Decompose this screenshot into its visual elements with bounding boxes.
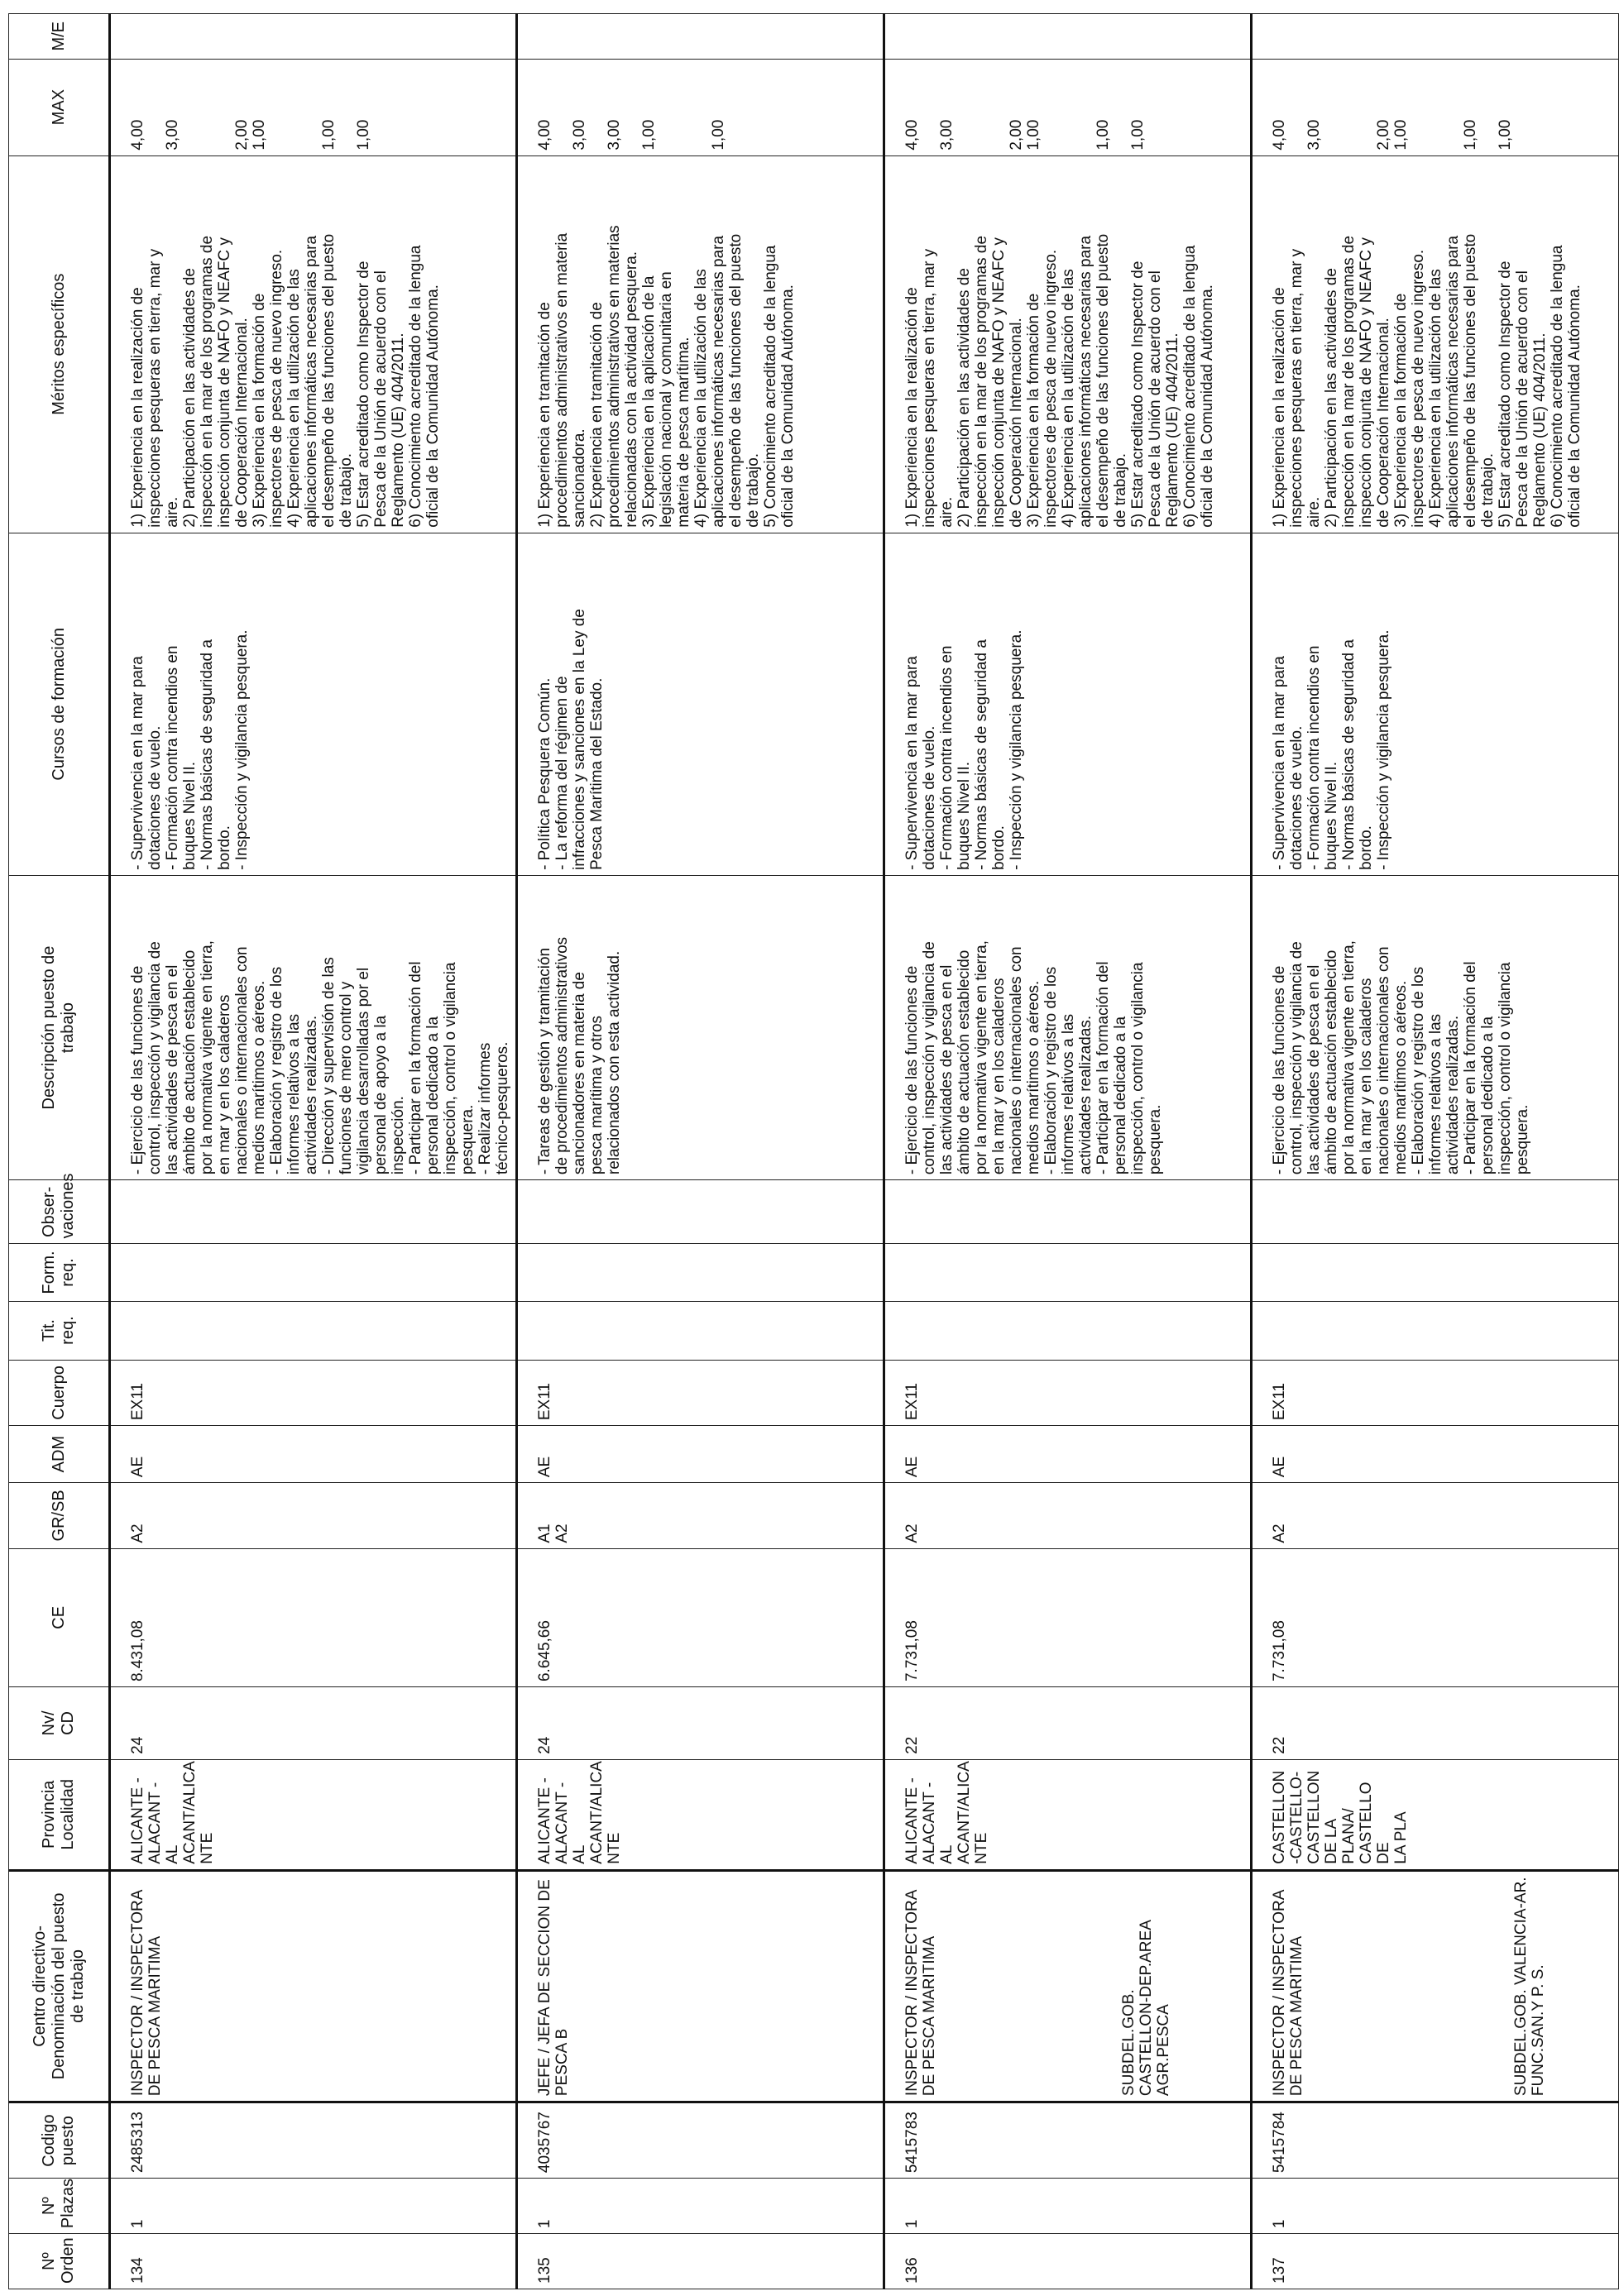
cell-adm: AE [517, 1426, 884, 1483]
cell-grsb: A2 [1252, 1483, 1619, 1548]
cell-titreq [517, 1301, 884, 1360]
cell-adm: AE [884, 1426, 1252, 1483]
cell-centro [110, 1870, 517, 2102]
col-header-nivcd: Nv/ CD [9, 1687, 110, 1760]
cell-formreq [517, 1244, 884, 1301]
col-header-descripcion: Descripción puesto de trabajo [9, 875, 110, 1179]
cell-me [884, 14, 1252, 60]
cell-max: 4,00 3,00 2,00 1,00 1,00 1,00 [884, 59, 1252, 155]
cell-observaciones [884, 1180, 1252, 1244]
cell-cuerpo: EX11 [1252, 1360, 1619, 1425]
cell-codigo: 4035767 [517, 2102, 884, 2179]
cell-max: 4,00 3,00 3,00 1,00 1,00 [517, 59, 884, 155]
cell-grsb: A1 A2 [517, 1483, 884, 1548]
col-header-meritos: Méritos específicos [9, 155, 110, 533]
col-header-max: MAX [9, 59, 110, 155]
cell-descripcion: - Tareas de gestión y tramitación de procedimientos administrativos sancionadores en materia de pesca marítima y otros relacionados con esta actividad. [517, 875, 884, 1179]
cell-ce: 8.431,08 [110, 1548, 517, 1686]
cell-cuerpo: EX11 [110, 1360, 517, 1425]
cell-me [517, 14, 884, 60]
cell-meritos: 1) Experiencia en tramitación de procedimientos administrativos en materia sancionadora. 2) Experiencia en tramitación de procedimientos administrativos en materias relacionadas con la actividad pesquera. 3) Experiencia en la aplicación de la legislación nacional y comunitaria en materia de pesca marítima. 4) Experiencia en la utilización de las aplicaciones informáticas necesarias para el desempeño de las funciones del puesto de trabajo. 5) Conocimiento acreditado de la lengua oficial de la Comunidad Autónoma. [517, 155, 884, 533]
centro-denominacion: INSPECTOR / INSPECTORA DE PESCA MARITIMA [1271, 1889, 1305, 2097]
cell-nivcd: 22 [1252, 1687, 1619, 1760]
col-header-grsb: GR/SB [9, 1483, 110, 1548]
col-header-adm: ADM [9, 1426, 110, 1483]
col-header-formreq: Form. req. [9, 1244, 110, 1301]
cell-formreq [884, 1244, 1252, 1301]
cell-descripcion: - Ejercicio de las funciones de control, inspección y vigilancia de las actividades de pesca en el ámbito de actuación establecido por la normativa vigente en tierra, en la mar y en los caladeros nacionales o internacionales con medios marítimos o aéreos. - Elaboración y registro de los informes relativos a las actividades realizadas. - Participar en la formación del personal dedicado a la inspección, control o vigilancia pesquera. [884, 875, 1252, 1179]
cell-observaciones [110, 1180, 517, 1244]
cell-ce: 7.731,08 [884, 1548, 1252, 1686]
col-header-codigo: Codigo puesto [9, 2102, 110, 2179]
col-header-cuerpo: Cuerpo [9, 1360, 110, 1425]
cell-orden: 135 [517, 2234, 884, 2289]
centro-subdelegacion: SUBDEL.GOB. CASTELLON-DEP.AREA AGR.PESCA [1120, 1920, 1172, 2097]
centro-denominacion: INSPECTOR / INSPECTORA DE PESCA MARITIMA [903, 1889, 938, 2097]
cell-orden: 134 [110, 2234, 517, 2289]
cell-descripcion: - Ejercicio de las funciones de control, inspección y vigilancia de las actividades de pesca en el ámbito de actuación establecido por la normativa vigente en tierra, en la mar y en los caladeros nacionales o internacionales con medios marítimos o aéreos. - Elaboración y registro de los informes relativos a las actividades realizadas. - Participar en la formación del personal dedicado a la inspección, control o vigilancia pesquera. [1252, 875, 1619, 1179]
cell-meritos: 1) Experiencia en la realización de inspecciones pesqueras en tierra, mar y aire. 2) Participación en las actividades de inspección en la mar de los programas de inspección conjunta de NAFO y NEAFC y de Cooperación Internacional. 3) Experiencia en la formación de inspectores de pesca de nuevo ingreso. 4) Experiencia en la utilización de las aplicaciones informáticas necesarias para el desempeño de las funciones del puesto de trabajo. 5) Estar acreditado como Inspector de Pesca de la Unión de acuerdo con el Reglamento (UE) 404/2011. 6) Conocimiento acreditado de la lengua oficial de la Comunidad Autónoma. [1252, 155, 1619, 533]
col-header-observaciones: Obser- vaciones [9, 1180, 110, 1244]
cell-ce: 7.731,08 [1252, 1548, 1619, 1686]
cell-adm: AE [110, 1426, 517, 1483]
cell-ce: 6.645,66 [517, 1548, 884, 1686]
cell-meritos: 1) Experiencia en la realización de inspecciones pesqueras en tierra, mar y aire. 2) Participación en las actividades de inspección en la mar de los programas de inspección conjunta de NAFO y NEAFC y de Cooperación Internacional. 3) Experiencia en la formación de inspectores de pesca de nuevo ingreso. 4) Experiencia en la utilización de las aplicaciones informáticas necesarias para el desempeño de las funciones del puesto de trabajo. 5) Estar acreditado como Inspector de Pesca de la Unión de acuerdo con el Reglamento (UE) 404/2011. 6) Conocimiento acreditado de la lengua oficial de la Comunidad Autónoma. [110, 155, 517, 533]
cell-codigo: 5415783 [884, 2102, 1252, 2179]
cell-provincia: ALICANTE - ALACANT - AL ACANT/ALICA NTE [110, 1759, 517, 1870]
centro-denominacion: INSPECTOR / INSPECTORA DE PESCA MARITIMA [129, 1889, 164, 2097]
cell-observaciones [1252, 1180, 1619, 1244]
cell-meritos: 1) Experiencia en la realización de inspecciones pesqueras en tierra, mar y aire. 2) Participación en las actividades de inspección en la mar de los programas de inspección conjunta de NAFO y NEAFC y de Cooperación Internacional. 3) Experiencia en la formación de inspectores de pesca de nuevo ingreso. 4) Experiencia en la utilización de las aplicaciones informáticas necesarias para el desempeño de las funciones del puesto de trabajo. 5) Estar acreditado como Inspector de Pesca de la Unión de acuerdo con el Reglamento (UE) 404/2011. 6) Conocimiento acreditado de la lengua oficial de la Comunidad Autónoma. [884, 155, 1252, 533]
centro-subdelegacion: SUBDEL.GOB. VALENCIA-AR. FUNC.SAN.Y P. S. [1512, 1877, 1547, 2097]
cell-cuerpo: EX11 [517, 1360, 884, 1425]
table-row [884, 14, 1252, 2289]
col-header-me: M/E [9, 14, 110, 60]
cell-plazas: 1 [1252, 2179, 1619, 2234]
cell-titreq [884, 1301, 1252, 1360]
table-row [110, 14, 517, 2289]
col-header-cursos: Cursos de formación [9, 533, 110, 875]
col-header-provincia: Provincia Localidad [9, 1759, 110, 1870]
table-row [517, 14, 884, 2289]
cell-me [1252, 14, 1619, 60]
cell-titreq [1252, 1301, 1619, 1360]
cell-cursos: - Supervivencia en la mar para dotaciones de vuelo. - Formación contra incendios en buques Nivel II. - Normas básicas de seguridad a bordo. - Inspección y vigilancia pesquera. [884, 533, 1252, 875]
cell-descripcion: - Ejercicio de las funciones de control, inspección y vigilancia de las actividades de pesca en el ámbito de actuación establecido por la normativa vigente en tierra, en mar y en los caladeros nacionales o internacionales con medios marítimos o aéreos. - Elaboración y registro de los informes relativos a las actividades realizadas. - Dirección y supervisión de las funciones de mero control y vigilancia desarrolladas por el personal de apoyo a la inspección. - Participar en la formación del personal dedicado a la inspección, control o vigilancia pesquera. - Realizar informes técnico-pesqueros. [110, 875, 517, 1179]
cell-observaciones [517, 1180, 884, 1244]
col-header-centro: Centro directivo- Denominación del puesto de trabajo [9, 1870, 110, 2102]
cell-orden: 137 [1252, 2234, 1619, 2289]
positions-table [8, 13, 1619, 2289]
cell-provincia: CASTELLON -CASTELLO- CASTELLON DE LA PLANA/ CASTELLO DE LA PLA [1252, 1759, 1619, 1870]
table-row [1252, 14, 1619, 2289]
cell-cuerpo: EX11 [884, 1360, 1252, 1425]
cell-titreq [110, 1301, 517, 1360]
cell-cursos: - Política Pesquera Común. - La reforma del régimen de infracciones y sanciones en la Ley de Pesca Marítima del Estado. [517, 533, 884, 875]
col-header-titreq: Tit. req. [9, 1301, 110, 1360]
cell-plazas: 1 [884, 2179, 1252, 2234]
cell-adm: AE [1252, 1426, 1619, 1483]
cell-me [110, 14, 517, 60]
cell-cursos: - Supervivencia en la mar para dotaciones de vuelo. - Formación contra incendios en buques Nivel II. - Normas básicas de seguridad a bordo. - Inspección y vigilancia pesquera. [1252, 533, 1619, 875]
cell-codigo: 2485313 [110, 2102, 517, 2179]
centro-denominacion: JEFE / JEFA DE SECCION DE PESCA B [536, 1879, 571, 2097]
col-header-orden: Nº Orden [9, 2234, 110, 2289]
col-header-plazas: Nº Plazas [9, 2179, 110, 2234]
cell-nivcd: 24 [517, 1687, 884, 1760]
cell-formreq [1252, 1244, 1619, 1301]
cell-grsb: A2 [110, 1483, 517, 1548]
cell-nivcd: 22 [884, 1687, 1252, 1760]
cell-max: 4,00 3,00 2,00 1,00 1,00 1,00 [1252, 59, 1619, 155]
cell-centro [884, 1870, 1252, 2102]
header-row [9, 14, 110, 2289]
cell-provincia: ALICANTE - ALACANT - AL ACANT/ALICA NTE [884, 1759, 1252, 1870]
cell-plazas: 1 [110, 2179, 517, 2234]
cell-grsb: A2 [884, 1483, 1252, 1548]
cell-nivcd: 24 [110, 1687, 517, 1760]
cell-formreq [110, 1244, 517, 1301]
cell-centro [1252, 1870, 1619, 2102]
cell-cursos: - Supervivencia en la mar para dotaciones de vuelo. - Formación contra incendios en buques Nivel II. - Normas básicas de seguridad a bordo. - Inspección y vigilancia pesquera. [110, 533, 517, 875]
cell-plazas: 1 [517, 2179, 884, 2234]
cell-provincia: ALICANTE - ALACANT - AL ACANT/ALICA NTE [517, 1759, 884, 1870]
cell-centro [517, 1870, 884, 2102]
cell-codigo: 5415784 [1252, 2102, 1619, 2179]
col-header-ce: CE [9, 1548, 110, 1686]
cell-max: 4,00 3,00 2,00 1,00 1,00 1,00 [110, 59, 517, 155]
cell-orden: 136 [884, 2234, 1252, 2289]
